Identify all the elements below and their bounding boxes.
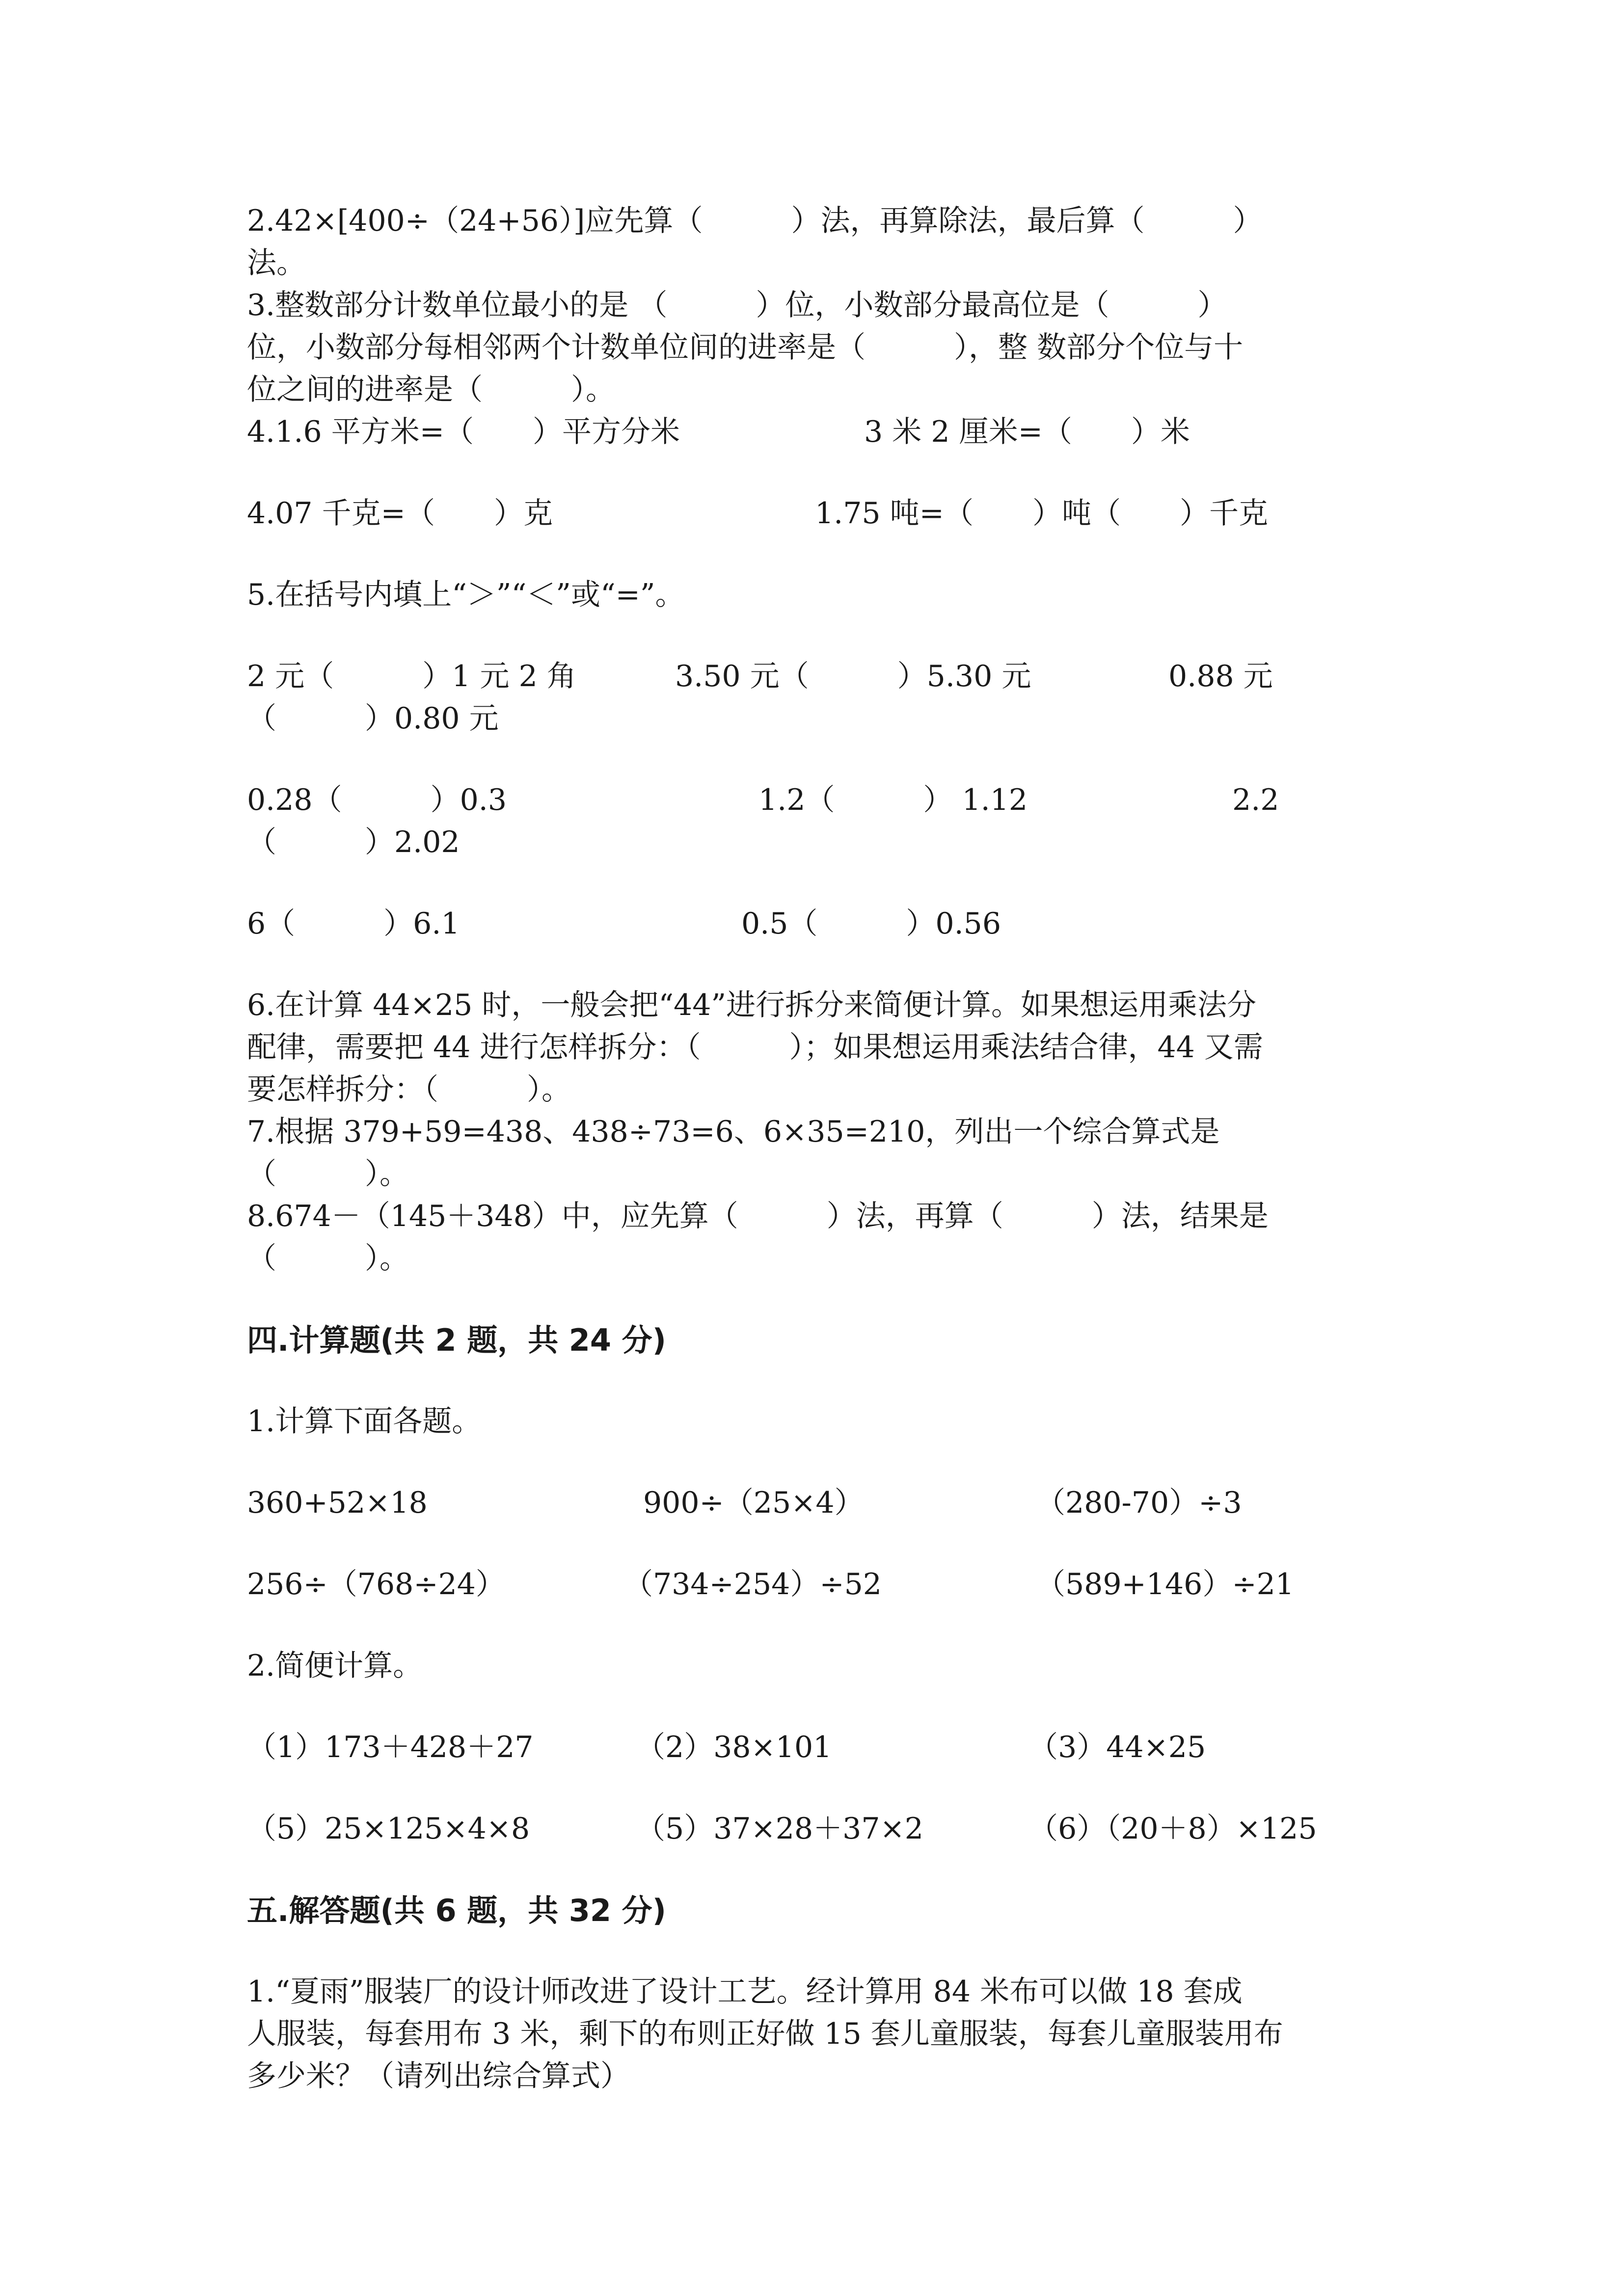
q8-line-1: 8.674－（145＋348）中，应先算（ ）法，再算（ ）法，结果是: [247, 1199, 1269, 1233]
calc-q1-title: 1.计算下面各题。: [247, 1404, 482, 1439]
section-4-heading: 四.计算题(共 2 题，共 24 分): [247, 1322, 666, 1358]
q6-line-3: 要怎样拆分：（ ）。: [247, 1072, 571, 1107]
calc-q2-r1-b: （2）38×101: [636, 1730, 832, 1764]
solve-q1-line-3: 多少米？（请列出综合算式）: [247, 2059, 630, 2093]
q5-row2-c-cont: （ ）2.02: [247, 825, 460, 859]
calc-q2-title: 2.简便计算。: [247, 1649, 423, 1683]
q5-row3-b: 0.5（ ）0.56: [741, 907, 1001, 941]
calc-q1-r1-b: 900÷（25×4）: [643, 1486, 864, 1520]
section-5-heading: 五.解答题(共 6 题，共 32 分): [247, 1893, 666, 1928]
calc-q2-r2-b: （5）37×28＋37×2: [636, 1812, 923, 1846]
q5-row2-c: 2.2: [1232, 783, 1279, 817]
q5-row2-a: 0.28（ ）0.3: [247, 783, 507, 817]
q5-title: 5.在括号内填上“＞”“＜”或“=”。: [247, 578, 685, 612]
q4-item-c: 4.07 千克=（ ）克: [247, 496, 553, 531]
q4-item-d: 1.75 吨=（ ）吨（ ）千克: [815, 496, 1268, 531]
q7-line-2: （ ）。: [247, 1157, 409, 1191]
q5-row1-b: 3.50 元（ ）5.30 元: [675, 659, 1031, 694]
q3-line-3: 位之间的进率是（ ）。: [247, 373, 615, 407]
q5-row1-c: 0.88 元: [1168, 659, 1273, 694]
solve-q1-line-1: 1.“夏雨”服装厂的设计师改进了设计工艺。经计算用 84 米布可以做 18 套成: [247, 1975, 1243, 2009]
q4-item-b: 3 米 2 厘米=（ ）米: [864, 415, 1190, 449]
calc-q1-r2-c: （589+146）÷21: [1036, 1567, 1294, 1602]
calc-q2-r1-a: （1）173＋428＋27: [247, 1730, 534, 1764]
q4-item-a: 4.1.6 平方米=（ ）平方分米: [247, 415, 680, 449]
calc-q2-r2-c: （6）（20＋8）×125: [1029, 1812, 1317, 1846]
q8-line-2: （ ）。: [247, 1241, 409, 1276]
q2-line-2: 法。: [247, 246, 306, 280]
calc-q1-r2-a: 256÷（768÷24）: [247, 1567, 505, 1602]
calc-q1-r1-a: 360+52×18: [247, 1486, 428, 1520]
q3-line-1: 3.整数部分计数单位最小的是 （ ）位，小数部分最高位是（ ）: [247, 288, 1227, 322]
q5-row1-a: 2 元（ ）1 元 2 角: [247, 659, 576, 694]
q2-line-1: 2.42×[400÷（24+56）]应先算（ ）法，再算除法，最后算（ ）: [247, 204, 1263, 238]
q3-line-2: 位，小数部分每相邻两个计数单位间的进率是（ ），整 数部分个位与十: [247, 330, 1244, 365]
calc-q1-r2-b: （734÷254）÷52: [623, 1567, 882, 1602]
calc-q1-r1-c: （280-70）÷3: [1036, 1486, 1242, 1520]
q6-line-1: 6.在计算 44×25 时，一般会把“44”进行拆分来简便计算。如果想运用乘法分: [247, 988, 1257, 1022]
q5-row3-a: 6（ ）6.1: [247, 907, 460, 941]
q5-row2-b: 1.2（ ） 1.12: [758, 783, 1028, 817]
q5-row1-c-cont: （ ）0.80 元: [247, 701, 499, 736]
q6-line-2: 配律，需要把 44 进行怎样拆分：（ ）；如果想运用乘法结合律，44 又需: [247, 1030, 1263, 1065]
q7-line-1: 7.根据 379+59=438、438÷73=6、6×35=210，列出一个综合算式是: [247, 1115, 1220, 1149]
calc-q2-r1-c: （3）44×25: [1029, 1730, 1206, 1764]
solve-q1-line-2: 人服装，每套用布 3 米，剩下的布则正好做 15 套儿童服装，每套儿童服装用布: [247, 2017, 1283, 2051]
calc-q2-r2-a: （5）25×125×4×8: [247, 1812, 530, 1846]
